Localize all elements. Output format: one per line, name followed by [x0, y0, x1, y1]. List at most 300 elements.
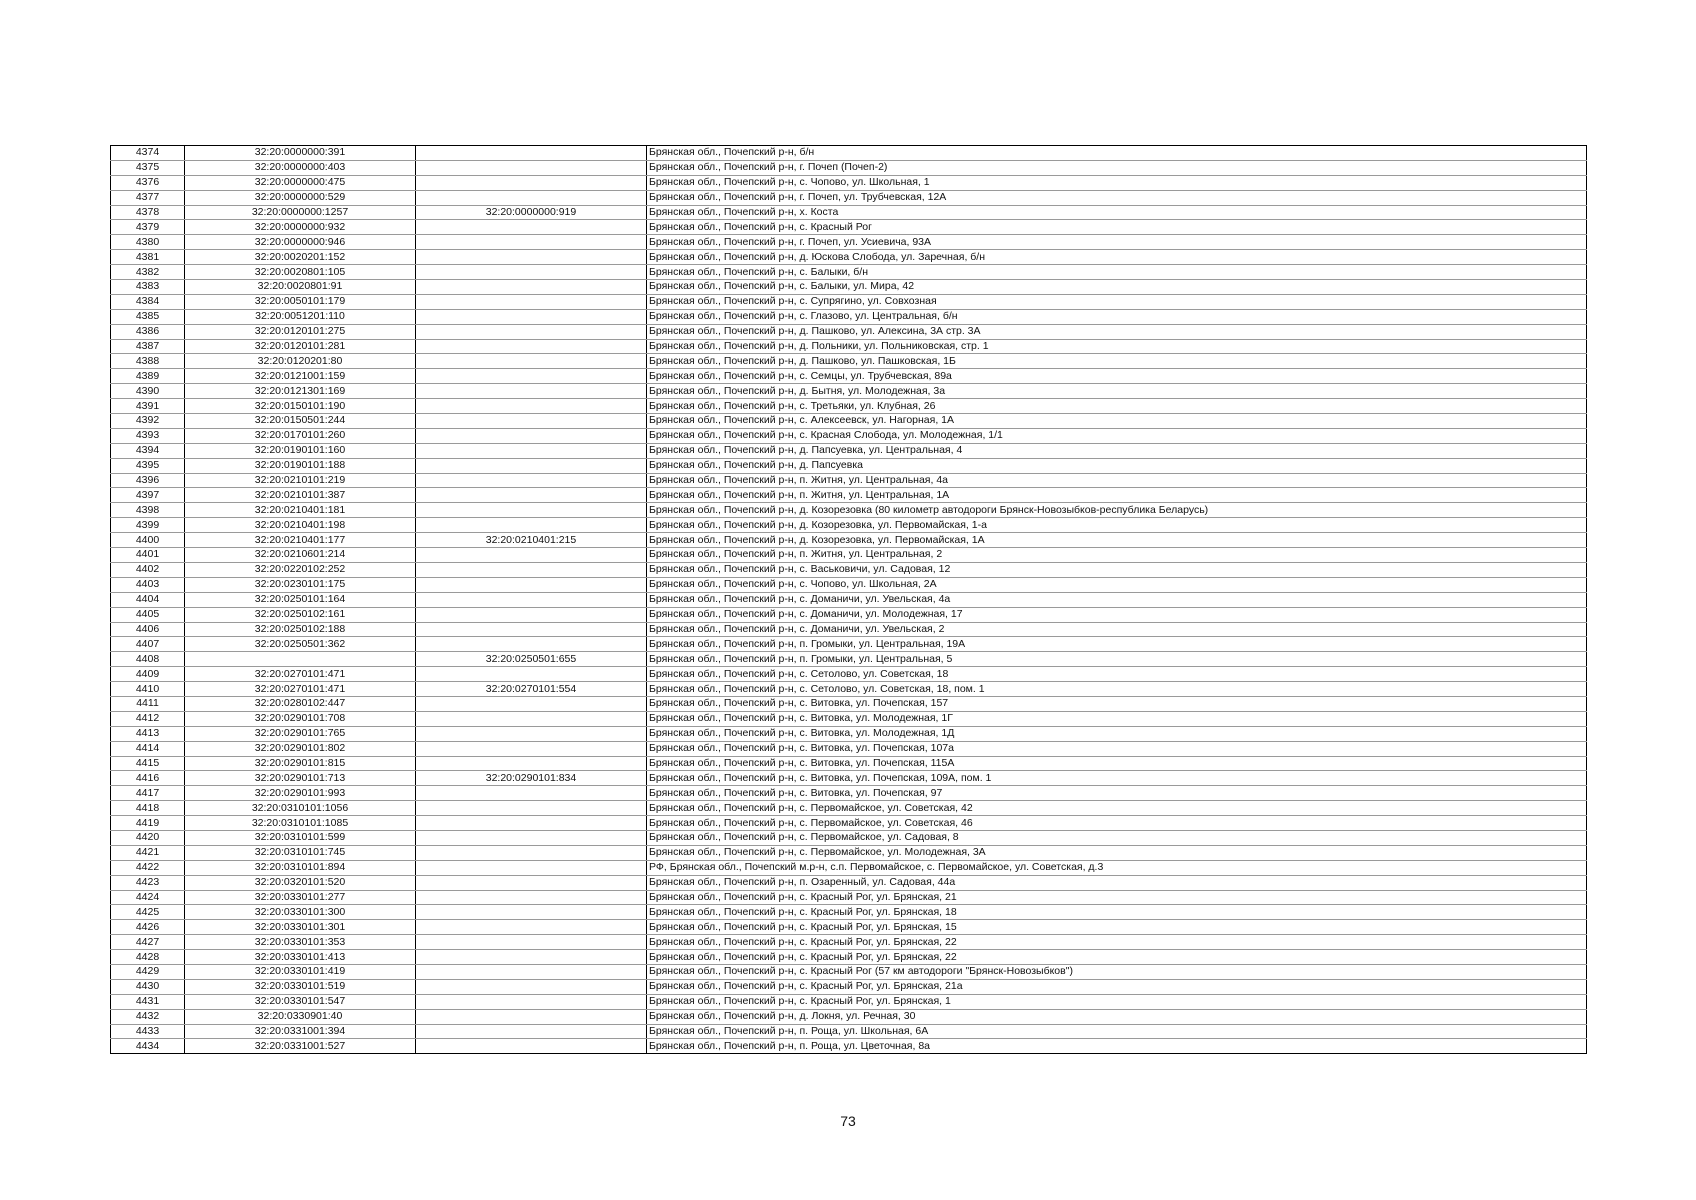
- related-cadastral-number-cell: [416, 905, 647, 920]
- related-cadastral-number-cell: [416, 935, 647, 950]
- related-cadastral-number-cell: [416, 1009, 647, 1024]
- row-number-cell: 4389: [111, 369, 185, 384]
- related-cadastral-number-cell: [416, 994, 647, 1009]
- address-cell: Брянская обл., Почепский р-н, с. Первомайское, ул. Молодежная, 3А: [647, 845, 1587, 860]
- row-number-cell: 4386: [111, 324, 185, 339]
- table-row: [111, 696, 1587, 711]
- table-row: [111, 920, 1587, 935]
- address-cell: РФ, Брянская обл., Почепский м.р-н, с.п. Первомайское, с. Первомайское, ул. Советская, д.3: [647, 860, 1587, 875]
- related-cadastral-number-cell: [416, 220, 647, 235]
- cadastral-number-cell: [185, 652, 416, 667]
- table-row: [111, 220, 1587, 235]
- row-number-cell: 4409: [111, 667, 185, 682]
- address-cell: Брянская обл., Почепский р-н, д. Локня, ул. Речная, 30: [647, 1009, 1587, 1024]
- cadastral-number-cell: 32:20:0190101:188: [185, 458, 416, 473]
- table-row: [111, 786, 1587, 801]
- address-cell: Брянская обл., Почепский р-н, д. Пашково, ул. Алексина, 3А стр. 3А: [647, 324, 1587, 339]
- address-cell: Брянская обл., Почепский р-н, с. Семцы, ул. Трубчевская, 89а: [647, 369, 1587, 384]
- address-cell: Брянская обл., Почепский р-н, с. Витовка, ул. Почепская, 107а: [647, 741, 1587, 756]
- address-cell: Брянская обл., Почепский р-н, с. Витовка, ул. Почепская, 109А, пом. 1: [647, 771, 1587, 786]
- table-row: [111, 771, 1587, 786]
- row-number-cell: 4407: [111, 637, 185, 652]
- related-cadastral-number-cell: [416, 756, 647, 771]
- table-row: [111, 235, 1587, 250]
- related-cadastral-number-cell: [416, 250, 647, 265]
- table-row: [111, 875, 1587, 890]
- table-row: [111, 667, 1587, 682]
- cadastral-number-cell: 32:20:0330101:301: [185, 920, 416, 935]
- table-row: [111, 369, 1587, 384]
- row-number-cell: 4397: [111, 488, 185, 503]
- address-cell: Брянская обл., Почепский р-н, с. Третьяки, ул. Клубная, 26: [647, 399, 1587, 414]
- row-number-cell: 4390: [111, 384, 185, 399]
- row-number-cell: 4387: [111, 339, 185, 354]
- cadastral-number-cell: 32:20:0330101:519: [185, 979, 416, 994]
- related-cadastral-number-cell: [416, 607, 647, 622]
- cadastral-number-cell: 32:20:0330101:277: [185, 890, 416, 905]
- related-cadastral-number-cell: [416, 741, 647, 756]
- table-row: [111, 562, 1587, 577]
- cadastral-number-cell: 32:20:0000000:1257: [185, 205, 416, 220]
- address-cell: Брянская обл., Почепский р-н, с. Витовка, ул. Молодежная, 1Д: [647, 726, 1587, 741]
- related-cadastral-number-cell: [416, 830, 647, 845]
- related-cadastral-number-cell: [416, 562, 647, 577]
- cadastral-number-cell: 32:20:0121001:159: [185, 369, 416, 384]
- table-row: [111, 205, 1587, 220]
- related-cadastral-number-cell: [416, 146, 647, 161]
- row-number-cell: 4388: [111, 354, 185, 369]
- row-number-cell: 4403: [111, 577, 185, 592]
- related-cadastral-number-cell: [416, 592, 647, 607]
- table-row: [111, 726, 1587, 741]
- address-cell: Брянская обл., Почепский р-н, с. Красный Рог: [647, 220, 1587, 235]
- address-cell: Брянская обл., Почепский р-н, с. Красный Рог (57 км автодороги "Брянск-Новозыбков"): [647, 964, 1587, 979]
- address-cell: Брянская обл., Почепский р-н, п. Громыки, ул. Центральная, 5: [647, 652, 1587, 667]
- cadastral-number-cell: 32:20:0310101:599: [185, 830, 416, 845]
- address-cell: Брянская обл., Почепский р-н, с. Витовка, ул. Почепская, 157: [647, 696, 1587, 711]
- cadastral-number-cell: 32:20:0330101:413: [185, 950, 416, 965]
- related-cadastral-number-cell: [416, 414, 647, 429]
- related-cadastral-number-cell: [416, 860, 647, 875]
- table-row: [111, 339, 1587, 354]
- address-cell: Брянская обл., Почепский р-н, с. Красный Рог, ул. Брянская, 18: [647, 905, 1587, 920]
- table-row: [111, 399, 1587, 414]
- row-number-cell: 4375: [111, 160, 185, 175]
- table-row: [111, 265, 1587, 280]
- cadastral-number-cell: 32:20:0270101:471: [185, 667, 416, 682]
- table-row: [111, 741, 1587, 756]
- address-cell: Брянская обл., Почепский р-н, д. Папсуевка: [647, 458, 1587, 473]
- related-cadastral-number-cell: [416, 875, 647, 890]
- table-row: [111, 533, 1587, 548]
- table-row: [111, 1009, 1587, 1024]
- row-number-cell: 4374: [111, 146, 185, 161]
- address-cell: Брянская обл., Почепский р-н, с. Витовка, ул. Почепская, 97: [647, 786, 1587, 801]
- row-number-cell: 4417: [111, 786, 185, 801]
- table-row: [111, 890, 1587, 905]
- address-cell: Брянская обл., Почепский р-н, с. Чопово, ул. Школьная, 1: [647, 175, 1587, 190]
- related-cadastral-number-cell: 32:20:0290101:834: [416, 771, 647, 786]
- row-number-cell: 4416: [111, 771, 185, 786]
- cadastral-number-cell: 32:20:0320101:520: [185, 875, 416, 890]
- related-cadastral-number-cell: [416, 160, 647, 175]
- address-cell: Брянская обл., Почепский р-н, с. Красная Слобода, ул. Молодежная, 1/1: [647, 428, 1587, 443]
- cadastral-number-cell: 32:20:0330101:547: [185, 994, 416, 1009]
- address-cell: Брянская обл., Почепский р-н, д. Папсуевка, ул. Центральная, 4: [647, 443, 1587, 458]
- row-number-cell: 4391: [111, 399, 185, 414]
- row-number-cell: 4428: [111, 950, 185, 965]
- cadastral-number-cell: 32:20:0331001:394: [185, 1024, 416, 1039]
- related-cadastral-number-cell: [416, 309, 647, 324]
- cadastral-number-cell: 32:20:0020801:91: [185, 280, 416, 295]
- related-cadastral-number-cell: [416, 1039, 647, 1054]
- address-cell: Брянская обл., Почепский р-н, п. Роща, ул. Цветочная, 8а: [647, 1039, 1587, 1054]
- row-number-cell: 4412: [111, 711, 185, 726]
- table-row: [111, 250, 1587, 265]
- row-number-cell: 4421: [111, 845, 185, 860]
- row-number-cell: 4394: [111, 443, 185, 458]
- cadastral-number-cell: 32:20:0250501:362: [185, 637, 416, 652]
- address-cell: Брянская обл., Почепский р-н, с. Красный Рог, ул. Брянская, 21а: [647, 979, 1587, 994]
- table-row: [111, 548, 1587, 563]
- address-cell: Брянская обл., Почепский р-н, с. Красный Рог, ул. Брянская, 15: [647, 920, 1587, 935]
- row-number-cell: 4434: [111, 1039, 185, 1054]
- table-row: [111, 518, 1587, 533]
- row-number-cell: 4400: [111, 533, 185, 548]
- table-row: [111, 443, 1587, 458]
- related-cadastral-number-cell: [416, 294, 647, 309]
- table-row: [111, 1024, 1587, 1039]
- table-row: [111, 756, 1587, 771]
- address-cell: Брянская обл., Почепский р-н, с. Чопово, ул. Школьная, 2А: [647, 577, 1587, 592]
- row-number-cell: 4422: [111, 860, 185, 875]
- table-row: [111, 682, 1587, 697]
- row-number-cell: 4398: [111, 503, 185, 518]
- address-cell: Брянская обл., Почепский р-н, с. Красный Рог, ул. Брянская, 22: [647, 950, 1587, 965]
- related-cadastral-number-cell: [416, 711, 647, 726]
- cadastral-number-cell: 32:20:0330101:353: [185, 935, 416, 950]
- cadastral-number-cell: 32:20:0310101:745: [185, 845, 416, 860]
- related-cadastral-number-cell: [416, 354, 647, 369]
- cadastral-number-cell: 32:20:0270101:471: [185, 682, 416, 697]
- related-cadastral-number-cell: [416, 577, 647, 592]
- address-cell: Брянская обл., Почепский р-н, с. Витовка, ул. Молодежная, 1Г: [647, 711, 1587, 726]
- related-cadastral-number-cell: [416, 816, 647, 831]
- row-number-cell: 4420: [111, 830, 185, 845]
- table-row: [111, 414, 1587, 429]
- row-number-cell: 4411: [111, 696, 185, 711]
- cadastral-number-cell: 32:20:0190101:160: [185, 443, 416, 458]
- table-row: [111, 845, 1587, 860]
- table-row: [111, 488, 1587, 503]
- table-row: [111, 935, 1587, 950]
- row-number-cell: 4423: [111, 875, 185, 890]
- row-number-cell: 4376: [111, 175, 185, 190]
- row-number-cell: 4426: [111, 920, 185, 935]
- table-row: [111, 309, 1587, 324]
- related-cadastral-number-cell: [416, 518, 647, 533]
- row-number-cell: 4392: [111, 414, 185, 429]
- related-cadastral-number-cell: 32:20:0000000:919: [416, 205, 647, 220]
- cadastral-number-cell: 32:20:0210101:219: [185, 473, 416, 488]
- row-number-cell: 4430: [111, 979, 185, 994]
- address-cell: Брянская обл., Почепский р-н, с. Доманичи, ул. Молодежная, 17: [647, 607, 1587, 622]
- cadastral-number-cell: 32:20:0210401:181: [185, 503, 416, 518]
- address-cell: Брянская обл., Почепский р-н, п. Житня, ул. Центральная, 1А: [647, 488, 1587, 503]
- table-row: [111, 860, 1587, 875]
- cadastral-number-cell: 32:20:0330101:419: [185, 964, 416, 979]
- row-number-cell: 4395: [111, 458, 185, 473]
- table-row: [111, 354, 1587, 369]
- table-row: [111, 979, 1587, 994]
- related-cadastral-number-cell: [416, 920, 647, 935]
- row-number-cell: 4413: [111, 726, 185, 741]
- table-row: [111, 592, 1587, 607]
- row-number-cell: 4396: [111, 473, 185, 488]
- address-cell: Брянская обл., Почепский р-н, п. Житня, ул. Центральная, 4а: [647, 473, 1587, 488]
- address-cell: Брянская обл., Почепский р-н, с. Красный Рог, ул. Брянская, 21: [647, 890, 1587, 905]
- related-cadastral-number-cell: [416, 428, 647, 443]
- table-row: [111, 577, 1587, 592]
- address-cell: Брянская обл., Почепский р-н, г. Почеп, ул. Усиевича, 93А: [647, 235, 1587, 250]
- table-row: [111, 428, 1587, 443]
- table-row: [111, 711, 1587, 726]
- table-row: [111, 324, 1587, 339]
- address-cell: Брянская обл., Почепский р-н, п. Озаренный, ул. Садовая, 44а: [647, 875, 1587, 890]
- table-row: [111, 622, 1587, 637]
- cadastral-number-cell: 32:20:0210101:387: [185, 488, 416, 503]
- row-number-cell: 4380: [111, 235, 185, 250]
- address-cell: Брянская обл., Почепский р-н, с. Балыки, ул. Мира, 42: [647, 280, 1587, 295]
- related-cadastral-number-cell: [416, 175, 647, 190]
- related-cadastral-number-cell: [416, 637, 647, 652]
- cadastral-number-cell: 32:20:0000000:403: [185, 160, 416, 175]
- cadastral-number-cell: 32:20:0210601:214: [185, 548, 416, 563]
- related-cadastral-number-cell: [416, 190, 647, 205]
- row-number-cell: 4433: [111, 1024, 185, 1039]
- table-row: [111, 607, 1587, 622]
- row-number-cell: 4378: [111, 205, 185, 220]
- row-number-cell: 4405: [111, 607, 185, 622]
- row-number-cell: 4408: [111, 652, 185, 667]
- table-row: [111, 458, 1587, 473]
- address-cell: Брянская обл., Почепский р-н, с. Красный Рог, ул. Брянская, 1: [647, 994, 1587, 1009]
- row-number-cell: 4432: [111, 1009, 185, 1024]
- address-cell: Брянская обл., Почепский р-н, с. Супрягино, ул. Совхозная: [647, 294, 1587, 309]
- row-number-cell: 4401: [111, 548, 185, 563]
- related-cadastral-number-cell: [416, 845, 647, 860]
- related-cadastral-number-cell: [416, 399, 647, 414]
- row-number-cell: 4382: [111, 265, 185, 280]
- row-number-cell: 4415: [111, 756, 185, 771]
- address-cell: Брянская обл., Почепский р-н, д. Козорезовка, ул. Первомайская, 1А: [647, 533, 1587, 548]
- row-number-cell: 4383: [111, 280, 185, 295]
- related-cadastral-number-cell: [416, 235, 647, 250]
- address-cell: Брянская обл., Почепский р-н, с. Васьковичи, ул. Садовая, 12: [647, 562, 1587, 577]
- table-row: [111, 384, 1587, 399]
- row-number-cell: 4431: [111, 994, 185, 1009]
- cadastral-number-cell: 32:20:0280102:447: [185, 696, 416, 711]
- table-row: [111, 950, 1587, 965]
- cadastral-number-cell: 32:20:0120101:281: [185, 339, 416, 354]
- row-number-cell: 4429: [111, 964, 185, 979]
- related-cadastral-number-cell: [416, 622, 647, 637]
- cadastral-number-cell: 32:20:0051201:110: [185, 309, 416, 324]
- cadastral-number-cell: 32:20:0331001:527: [185, 1039, 416, 1054]
- cadastral-number-cell: 32:20:0170101:260: [185, 428, 416, 443]
- address-cell: Брянская обл., Почепский р-н, д. Бытня, ул. Молодежная, 3а: [647, 384, 1587, 399]
- cadastral-number-cell: 32:20:0330101:300: [185, 905, 416, 920]
- row-number-cell: 4385: [111, 309, 185, 324]
- cadastral-number-cell: 32:20:0150501:244: [185, 414, 416, 429]
- cadastral-number-cell: 32:20:0250102:161: [185, 607, 416, 622]
- cadastral-number-cell: 32:20:0250101:164: [185, 592, 416, 607]
- table-row: [111, 473, 1587, 488]
- cadastral-number-cell: 32:20:0210401:198: [185, 518, 416, 533]
- related-cadastral-number-cell: [416, 979, 647, 994]
- related-cadastral-number-cell: [416, 548, 647, 563]
- table-row: [111, 1039, 1587, 1054]
- row-number-cell: 4384: [111, 294, 185, 309]
- table-row: [111, 816, 1587, 831]
- related-cadastral-number-cell: 32:20:0210401:215: [416, 533, 647, 548]
- address-cell: Брянская обл., Почепский р-н, п. Громыки, ул. Центральная, 19А: [647, 637, 1587, 652]
- address-cell: Брянская обл., Почепский р-н, с. Доманичи, ул. Увельская, 2: [647, 622, 1587, 637]
- cadastral-number-cell: 32:20:0120201:80: [185, 354, 416, 369]
- related-cadastral-number-cell: [416, 890, 647, 905]
- row-number-cell: 4381: [111, 250, 185, 265]
- address-cell: Брянская обл., Почепский р-н, с. Сетолово, ул. Советская, 18: [647, 667, 1587, 682]
- cadastral-number-cell: 32:20:0020801:105: [185, 265, 416, 280]
- cadastral-number-cell: 32:20:0000000:529: [185, 190, 416, 205]
- address-cell: Брянская обл., Почепский р-н, х. Коста: [647, 205, 1587, 220]
- related-cadastral-number-cell: [416, 696, 647, 711]
- row-number-cell: 4379: [111, 220, 185, 235]
- related-cadastral-number-cell: [416, 473, 647, 488]
- address-cell: Брянская обл., Почепский р-н, п. Житня, ул. Центральная, 2: [647, 548, 1587, 563]
- table-row: [111, 830, 1587, 845]
- table-row: [111, 652, 1587, 667]
- cadastral-number-cell: 32:20:0290101:708: [185, 711, 416, 726]
- table-row: [111, 637, 1587, 652]
- address-cell: Брянская обл., Почепский р-н, с. Алексеевск, ул. Нагорная, 1А: [647, 414, 1587, 429]
- related-cadastral-number-cell: [416, 384, 647, 399]
- table-row: [111, 964, 1587, 979]
- related-cadastral-number-cell: [416, 488, 647, 503]
- related-cadastral-number-cell: [416, 503, 647, 518]
- address-cell: Брянская обл., Почепский р-н, с. Доманичи, ул. Увельская, 4а: [647, 592, 1587, 607]
- related-cadastral-number-cell: 32:20:0250501:655: [416, 652, 647, 667]
- address-cell: Брянская обл., Почепский р-н, с. Витовка, ул. Почепская, 115А: [647, 756, 1587, 771]
- row-number-cell: 4414: [111, 741, 185, 756]
- related-cadastral-number-cell: [416, 339, 647, 354]
- address-cell: Брянская обл., Почепский р-н, с. Балыки, б/н: [647, 265, 1587, 280]
- cadastral-number-cell: 32:20:0121301:169: [185, 384, 416, 399]
- related-cadastral-number-cell: [416, 801, 647, 816]
- registry-table: [110, 145, 1587, 1054]
- cadastral-number-cell: 32:20:0290101:765: [185, 726, 416, 741]
- address-cell: Брянская обл., Почепский р-н, г. Почеп, ул. Трубчевская, 12А: [647, 190, 1587, 205]
- related-cadastral-number-cell: [416, 265, 647, 280]
- table-row: [111, 175, 1587, 190]
- table-row: [111, 801, 1587, 816]
- address-cell: Брянская обл., Почепский р-н, с. Первомайское, ул. Советская, 46: [647, 816, 1587, 831]
- related-cadastral-number-cell: [416, 667, 647, 682]
- cadastral-number-cell: 32:20:0000000:946: [185, 235, 416, 250]
- cadastral-number-cell: 32:20:0000000:932: [185, 220, 416, 235]
- cadastral-number-cell: 32:20:0250102:188: [185, 622, 416, 637]
- row-number-cell: 4399: [111, 518, 185, 533]
- address-cell: Брянская обл., Почепский р-н, д. Пашково, ул. Пашковская, 1Б: [647, 354, 1587, 369]
- address-cell: Брянская обл., Почепский р-н, с. Красный Рог, ул. Брянская, 22: [647, 935, 1587, 950]
- cadastral-number-cell: 32:20:0000000:391: [185, 146, 416, 161]
- related-cadastral-number-cell: [416, 1024, 647, 1039]
- row-number-cell: 4377: [111, 190, 185, 205]
- cadastral-number-cell: 32:20:0220102:252: [185, 562, 416, 577]
- address-cell: Брянская обл., Почепский р-н, д. Козорезовка, ул. Первомайская, 1-а: [647, 518, 1587, 533]
- related-cadastral-number-cell: 32:20:0270101:554: [416, 682, 647, 697]
- cadastral-number-cell: 32:20:0310101:1056: [185, 801, 416, 816]
- row-number-cell: 4424: [111, 890, 185, 905]
- address-cell: Брянская обл., Почепский р-н, с. Первомайское, ул. Садовая, 8: [647, 830, 1587, 845]
- table-row: [111, 160, 1587, 175]
- row-number-cell: 4427: [111, 935, 185, 950]
- row-number-cell: 4410: [111, 682, 185, 697]
- address-cell: Брянская обл., Почепский р-н, б/н: [647, 146, 1587, 161]
- address-cell: Брянская обл., Почепский р-н, с. Глазово, ул. Центральная, б/н: [647, 309, 1587, 324]
- address-cell: Брянская обл., Почепский р-н, д. Юскова Слобода, ул. Заречная, б/н: [647, 250, 1587, 265]
- cadastral-number-cell: 32:20:0150101:190: [185, 399, 416, 414]
- cadastral-number-cell: 32:20:0020201:152: [185, 250, 416, 265]
- cadastral-number-cell: 32:20:0290101:713: [185, 771, 416, 786]
- row-number-cell: 4425: [111, 905, 185, 920]
- row-number-cell: 4393: [111, 428, 185, 443]
- address-cell: Брянская обл., Почепский р-н, д. Козорезовка (80 километр автодороги Брянск-Новозыбков-республика Беларусь): [647, 503, 1587, 518]
- address-cell: Брянская обл., Почепский р-н, г. Почеп (Почеп-2): [647, 160, 1587, 175]
- row-number-cell: 4404: [111, 592, 185, 607]
- cadastral-number-cell: 32:20:0050101:179: [185, 294, 416, 309]
- table-row: [111, 905, 1587, 920]
- related-cadastral-number-cell: [416, 324, 647, 339]
- cadastral-number-cell: 32:20:0000000:475: [185, 175, 416, 190]
- page-number: 73: [840, 1113, 856, 1129]
- related-cadastral-number-cell: [416, 786, 647, 801]
- cadastral-number-cell: 32:20:0310101:1085: [185, 816, 416, 831]
- table-row: [111, 190, 1587, 205]
- cadastral-number-cell: 32:20:0230101:175: [185, 577, 416, 592]
- related-cadastral-number-cell: [416, 950, 647, 965]
- cadastral-number-cell: 32:20:0290101:993: [185, 786, 416, 801]
- row-number-cell: 4418: [111, 801, 185, 816]
- related-cadastral-number-cell: [416, 726, 647, 741]
- related-cadastral-number-cell: [416, 369, 647, 384]
- table-row: [111, 294, 1587, 309]
- row-number-cell: 4419: [111, 816, 185, 831]
- cadastral-number-cell: 32:20:0310101:894: [185, 860, 416, 875]
- row-number-cell: 4402: [111, 562, 185, 577]
- related-cadastral-number-cell: [416, 964, 647, 979]
- related-cadastral-number-cell: [416, 458, 647, 473]
- address-cell: Брянская обл., Почепский р-н, п. Роща, ул. Школьная, 6А: [647, 1024, 1587, 1039]
- address-cell: Брянская обл., Почепский р-н, д. Польники, ул. Польниковская, стр. 1: [647, 339, 1587, 354]
- table-row: [111, 146, 1587, 161]
- table-row: [111, 280, 1587, 295]
- address-cell: Брянская обл., Почепский р-н, с. Первомайское, ул. Советская, 42: [647, 801, 1587, 816]
- row-number-cell: 4406: [111, 622, 185, 637]
- cadastral-number-cell: 32:20:0210401:177: [185, 533, 416, 548]
- registry-table-body: [111, 146, 1587, 1054]
- cadastral-number-cell: 32:20:0290101:815: [185, 756, 416, 771]
